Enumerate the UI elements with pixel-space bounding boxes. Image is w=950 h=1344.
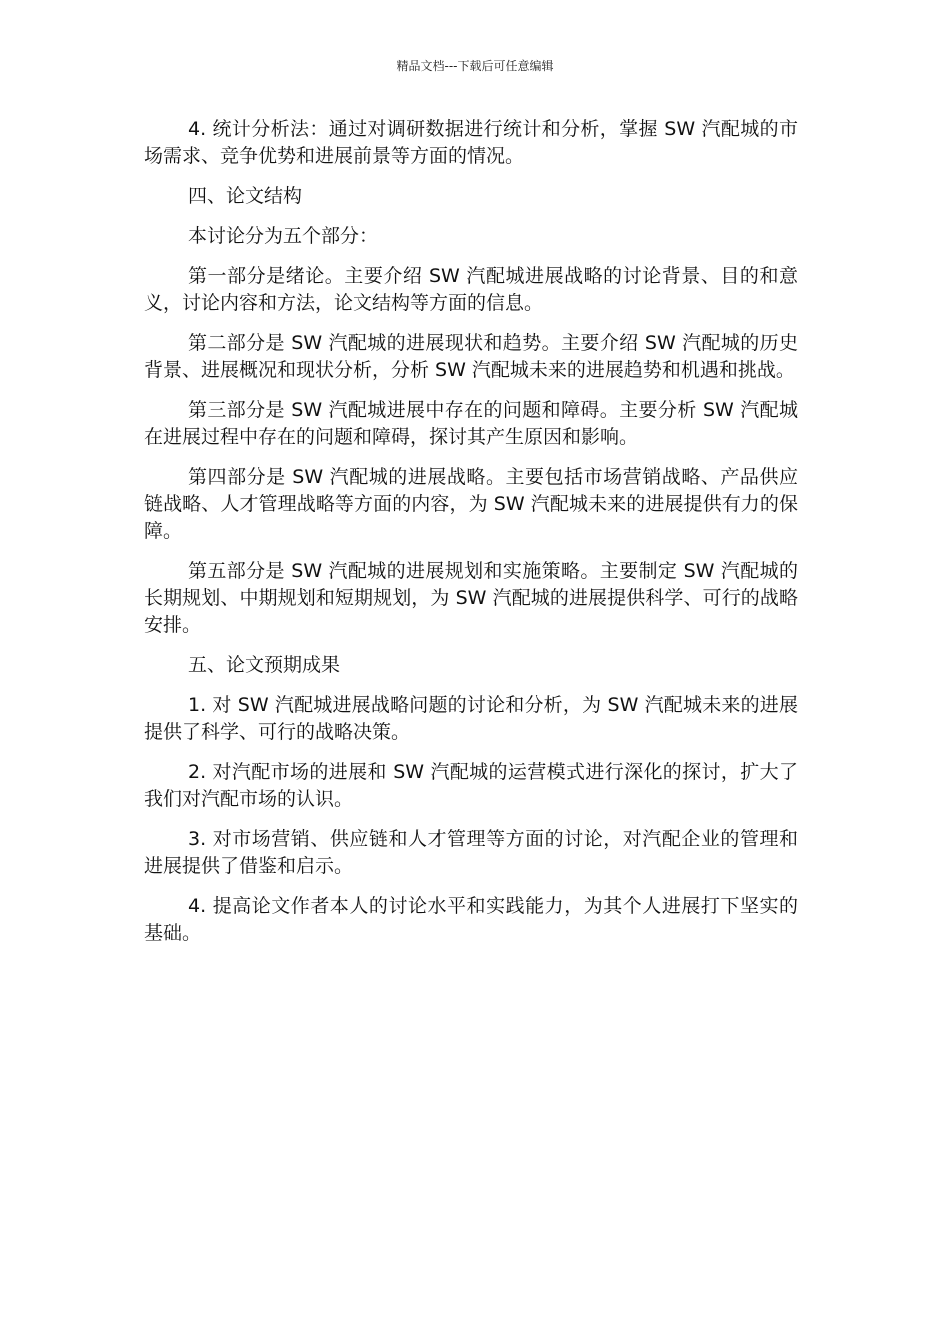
paragraph-result-one: 1. 对 SW 汽配城进展战略问题的讨论和分析，为 SW 汽配城未来的进展提供了科学、可行的战略决策。 [144,694,798,743]
paragraph-result-two: 2. 对汽配市场的进展和 SW 汽配城的运营模式进行深化的探讨，扩大了我们对汽配市场的认识。 [144,761,798,810]
page-header: 精品文档---下载后可任意编辑 [396,59,554,73]
paragraph-part-five: 第五部分是 SW 汽配城的进展规划和实施策略。主要制定 SW 汽配城的长期规划、中期规划和短期规划，为 SW 汽配城的进展提供科学、可行的战略安排。 [144,560,798,636]
paragraph-part-three: 第三部分是 SW 汽配城进展中存在的问题和障碍。主要分析 SW 汽配城在进展过程中存在的问题和障碍，探讨其产生原因和影响。 [144,399,798,448]
section-heading-structure: 四、论文结构 [188,185,303,207]
section-heading-expected-results: 五、论文预期成果 [188,654,341,676]
paragraph-result-four: 4. 提高论文作者本人的讨论水平和实践能力，为其个人进展打下坚实的基础。 [144,895,798,944]
paragraph-part-two: 第二部分是 SW 汽配城的进展现状和趋势。主要介绍 SW 汽配城的历史背景、进展概况和现状分析，分析 SW 汽配城未来的进展趋势和机遇和挑战。 [144,332,798,381]
document-body [144,116,798,960]
paragraph-part-one: 第一部分是绪论。主要介绍 SW 汽配城进展战略的讨论背景、目的和意义，讨论内容和方法，论文结构等方面的信息。 [144,265,798,314]
paragraph-result-three: 3. 对市场营销、供应链和人才管理等方面的讨论，对汽配企业的管理和进展提供了借鉴和启示。 [144,828,798,877]
paragraph-method-statistics: 4. 统计分析法：通过对调研数据进行统计和分析，掌握 SW 汽配城的市场需求、竞争优势和进展前景等方面的情况。 [144,118,798,167]
paragraph-part-four: 第四部分是 SW 汽配城的进展战略。主要包括市场营销战略、产品供应链战略、人才管理战略等方面的内容，为 SW 汽配城未来的进展提供有力的保障。 [144,466,798,542]
paragraph-structure-intro: 本讨论分为五个部分： [188,225,379,247]
